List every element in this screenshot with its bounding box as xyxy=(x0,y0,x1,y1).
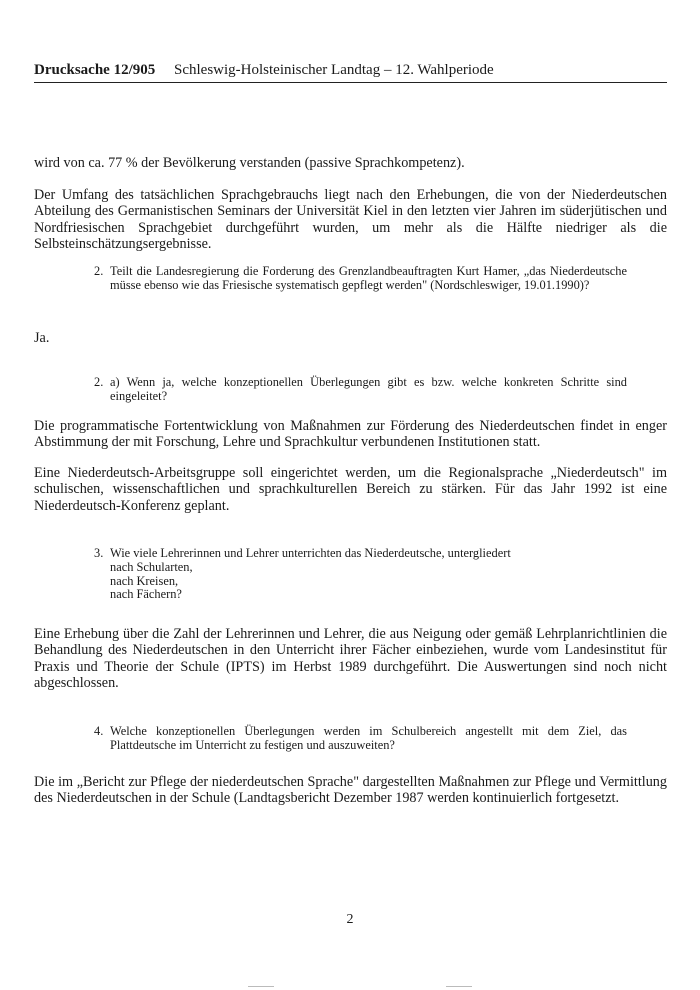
answer-3: Eine Erhebung über die Zahl der Lehrerinnen und Lehrer, die aus Neigung oder gemäß Lehrplanrichtlinien die Behandlung des Niederdeutschen in den Unterricht ihrer Fächer einbeziehen, wurde vom Landesinstitut für Praxis und Theorie der Schule (IPTS) im Herbst 1989 durchgeführt. Die Auswertungen sind noch nicht abgeschlossen. xyxy=(34,626,667,691)
question-subitem: nach Kreisen, xyxy=(110,573,179,588)
question-subitem: nach Schularten, xyxy=(110,559,193,574)
page-number: 2 xyxy=(346,912,354,927)
question-text: Welche konzeptionellen Überlegungen werden im Schulbereich angestellt mit dem Ziel, das Plattdeutsche im Unterricht zu festigen und auszuweiten? xyxy=(110,724,627,752)
document-number: Drucksache 12/905 xyxy=(34,62,156,78)
question-3 xyxy=(94,547,627,602)
question-4 xyxy=(94,725,627,753)
answer-2a-paragraph-1: Die programmatische Fortentwicklung von Maßnahmen zur Förderung des Niederdeutschen findet in enger Abstimmung der mit Forschung, Lehre und Sprachkultur verbundenen Institutionen statt. xyxy=(34,418,667,451)
question-number: 2. xyxy=(94,264,104,278)
question-number: 4. xyxy=(94,724,104,738)
answer-2: Ja. xyxy=(34,330,50,346)
question-number: 3. xyxy=(94,546,104,560)
page-header xyxy=(34,61,667,83)
question-2 xyxy=(94,265,627,293)
paragraph-language-use: Der Umfang des tatsächlichen Sprachgebrauchs liegt nach den Erhebungen, die von der Niederdeutschen Abteilung des Germanistischen Seminars der Universität Kiel in den letzten vier Jahren im süderjütischen und Nordfriesischen Sprachgebiet durchgeführt wurden, um mehr als die Hälfte niedriger als die Selbsteinschätzungsergebnisse. xyxy=(34,187,667,252)
answer-2a-paragraph-2: Eine Niederdeutsch-Arbeitsgruppe soll eingerichtet werden, um die Regionalsprache „Niederdeutsch" im schulischen, wissenschaftlichen und sprachkulturellen Bereich zu stärken. Für das Jahr 1992 ist eine Niederdeutsch-Konferenz geplant. xyxy=(34,465,667,514)
question-subitem: nach Fächern? xyxy=(110,587,182,602)
answer-4: Die im „Bericht zur Pflege der niederdeutschen Sprache" dargestellten Maßnahmen zur Pflege und Vermittlung des Niederdeutschen in der Schule (Landtagsbericht Dezember 1987 werden kontinuierlich fortgesetzt. xyxy=(34,774,667,807)
question-text: a) Wenn ja, welche konzeptionellen Überlegungen gibt es bzw. welche konkreten Schritte sind eingeleitet? xyxy=(110,375,627,403)
paragraph-passive-competence: wird von ca. 77 % der Bevölkerung verstanden (passive Sprachkompetenz). xyxy=(34,155,465,171)
question-text: Wie viele Lehrerinnen und Lehrer unterrichten das Niederdeutsche, untergliedert xyxy=(110,546,511,560)
header-title: Schleswig-Holsteinischer Landtag – 12. Wahlperiode xyxy=(174,62,494,78)
question-number: 2. xyxy=(94,375,104,389)
scan-artifact xyxy=(248,986,274,987)
question-2a xyxy=(94,376,627,404)
question-text: Teilt die Landesregierung die Forderung des Grenzlandbeauftragten Kurt Hamer, „das Niederdeutsche müsse ebenso wie das Friesische systematisch gepflegt werden" (Nordschleswiger, 19.01.1990)? xyxy=(110,264,627,292)
scan-artifact xyxy=(446,986,472,987)
